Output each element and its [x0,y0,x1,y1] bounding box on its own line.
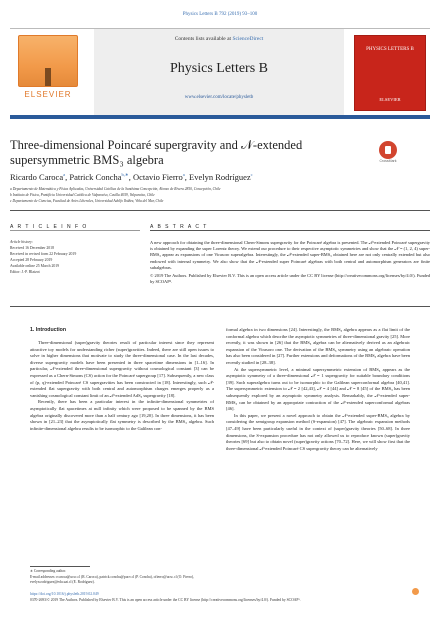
journal-homepage-link[interactable]: www.elsevier.com/locate/physletb [184,95,254,100]
affiliation: c Departamento de Ciencias, Facultad de Artes Liberales, Universidad Adolfo Ibáñez, Viña del Mar, Chile [10,199,164,203]
article-info-heading: A R T I C L E I N F O [10,224,88,230]
author-name[interactable]: Ricardo Caroca [10,172,64,182]
journal-title: Physics Letters B [170,61,268,76]
elsevier-tree-icon [18,35,78,87]
open-access-icon [412,588,419,595]
abstract-license: © 2019 The Authors. Published by Elsevier B.V. This is an open access article under the CC BY license (http://creativecommons.org/licenses/by/4.0/). Funded by SCOAP³. [150,273,430,285]
paragraph: In this paper, we present a novel approach to obtain the 𝒩-extended super-BMS₃ algebra by considering the semigroup expansion method (S-expansion) [47]. The algebraic expansion methods [47–49] have been particularly useful in the context of (super)gravity theories [50–68]. In three dimensions, the S-expansion procedure has not only allowed us to reproduce known (super)gravity theories [69] but also to obtain novel (super)gravity actions [70–72]. Here, we will show first that the three-dimensional 𝒩-extended Poincaré CS supergravity theory can be alternatively [226,412,410,451]
journal-header [10,28,430,119]
divider [150,230,430,231]
author-affiliation-marker[interactable]: c [250,172,253,178]
contents-text: Contents lists available at [174,36,232,42]
issn-license: 0370-2693/© 2019 The Authors. Published by Elsevier B.V. This is an open access article under the CC BY license (http://creativecommons.org/licenses/by/4.0/). Funded by SCOAP³. [30,598,301,602]
abstract-heading: A B S T R A C T [150,224,208,230]
online-date: Available online 25 March 2019 [10,264,60,268]
editor: Editor: J.-P. Blaizot [10,270,40,274]
cover-title: PHYSICS LETTERS B [366,47,414,52]
paragraph: Recently, there has been a particular interest in the infinite-dimensional symmetries of asymptotically flat spacetimes at null infinity which were proposed to be spanned by the BMS algebra originally discovered more than a half century ago [19,20]. In three dimensions, it has been shown in [21–23] that the asymptotically flat symmetry is described by the BMS₃ algebra. Such infinite-dimensional algebra results to be isomorphic to the Galilean con- [30,399,214,431]
author-name[interactable]: Evelyn Rodríguez [189,172,251,182]
corresponding-author-note: ∗ Corresponding author. [30,569,67,573]
author-affiliation-marker[interactable]: b,∗ [121,172,129,178]
doi-link[interactable]: https://doi.org/10.1016/j.physletb.2019.02.049 [30,592,99,596]
paragraph: formal algebra in two dimensions [24]. Interestingly, the BMS₃ algebra appears as a flat limit of the conformal algebra which describe the asymptotic symmetries of three-dimensional gravity [25]. More recently, it was shown in [26] that the BMS₃ algebra can be alternatively derived as an algebraic expansion of the Virasoro one. The derivation of the BMS₃ symmetry using an algebraic operation has also been considered in [27]. Further extensions and deformations of the BMS₃ algebra have been recently studied in [28–38]. [226,327,410,365]
divider [10,210,430,211]
abstract-text: A new approach for obtaining the three-dimensional Chern-Simons supergravity for the Poincaré algebra is presented. The 𝒩-extended Poincaré supergravity is obtained by expanding the super Lorentz theory. We extend our procedure to their respective asymptotic symmetries and show that the 𝒩 = (1, 2, 4) super-BMS₃ appear as expansions of one Virasoro superalgebra. Interestingly, the 𝒩-extended super-BMS₃ obtained here are not only centrally extended but also endowed with internal symmetry. We also show that the 𝒩-extended super Poincaré algebras with both central and automorphism generators are finite subalgebras. [150,240,430,270]
received-date: Received 16 December 2018 [10,246,54,250]
journal-cover-image [354,35,426,111]
revised-date: Received in revised form 22 February 2019 [10,252,77,256]
cover-publisher: ELSEVIER [379,97,401,102]
email-addresses[interactable]: E-mail addresses: rcaroca@ucsc.cl (R. Caroca), patrick.concha@pucv.cl (P. Concha), ofierro@ucsc.cl (O. Fierro), evelyn.rodriguez@edu.uai.cl (E. Rodríguez). [30,575,194,584]
article-title [10,138,350,168]
sciencedirect-link[interactable]: ScienceDirect [232,36,264,42]
paragraph: Three-dimensional (super)gravity theories result of particular interest since they represent attractive toy models for understanding richer (super)gravities. Indeed, there are still open issues to solve in higher dimensions that motivate to study the three-dimensional case. In the last decades, diverse supergravity models have been presented in three spacetime dimensions in [1–16]. In particular, 𝒩-extended three-dimensional supergravity without cosmological constant [3] can be expressed as a Chern-Simons (CS) action for the Poincaré supergroup [17]. Subsequently, a new class of (p, q)-extended Poincaré CS supergravities has been constructed in [18]. Interestingly, such 𝒩-extended flat supergravity with both central and automorphism charges emerges properly as a vanishing cosmological constant limit of an 𝒩-extended AdS₃ supergravity [18]. [30,340,214,398]
section-heading: 1. Introduction [30,327,67,333]
left-column [30,340,214,432]
title-line-1: Three-dimensional Poincaré supergravity and 𝒩-extended [10,138,303,152]
contents-line [94,36,344,42]
author-affiliation-marker[interactable]: a [182,172,185,178]
title-line-2: supersymmetric BMS₃ algebra [10,153,164,167]
author-name[interactable]: Octavio Fierro [132,172,183,182]
journal-reference[interactable]: Physics Letters B 792 (2019) 93–100 [182,12,258,17]
elsevier-logo [12,35,84,105]
author-name[interactable]: Patrick Concha [69,172,122,182]
divider [10,230,140,231]
divider [10,306,430,307]
affiliation: a Departamento de Matemática y Física Aplicadas, Universidad Católica de la Santísima Concepción, Alonso de Rivera 2850, Concepción, Chile [10,187,221,191]
journal-banner [94,29,344,115]
publisher-name: ELSEVIER [24,90,72,99]
crossmark-badge[interactable] [376,141,400,169]
author-affiliation-marker[interactable]: a [63,172,66,178]
crossmark-label: CrossMark [379,159,397,163]
history-label: Article history: [10,240,34,244]
author-list: Ricardo Caroca$^a$, Patrick Concha$^{b,∗}$, Octavio Fierro$^a$, Evelyn Rodríguez$^c$ [10,172,253,182]
footnote-divider [30,566,90,567]
accepted-date: Accepted 28 February 2019 [10,258,53,262]
right-column [226,327,410,452]
crossmark-icon [379,141,397,159]
affiliation: b Instituto de Física, Pontificia Universidad Católica de Valparaíso, Casilla 4059, Valparaíso, Chile [10,193,155,197]
abstract-body [150,240,430,285]
paragraph: At the supersymmetric level, a minimal supersymmetric extension of BMS₃ appears as the asymptotic symmetry of a three-dimensional 𝒩 = 1 supergravity for suitable boundary conditions [39]. Such superalgebra turns out to be isomorphic to the Galilean superconformal algebra [40,41]. The supersymmetric extension to 𝒩 = 2 [42,43], 𝒩 = 4 [44] and 𝒩 = 8 [45] of the BMS₃ has been subsequently explored by an asymptotic symmetry analysis. Remarkably, the 𝒩-extended super-BMS₃ can be obtained by an appropriate contraction of the 𝒩-extended superconformal algebras [46]. [226,366,410,412]
